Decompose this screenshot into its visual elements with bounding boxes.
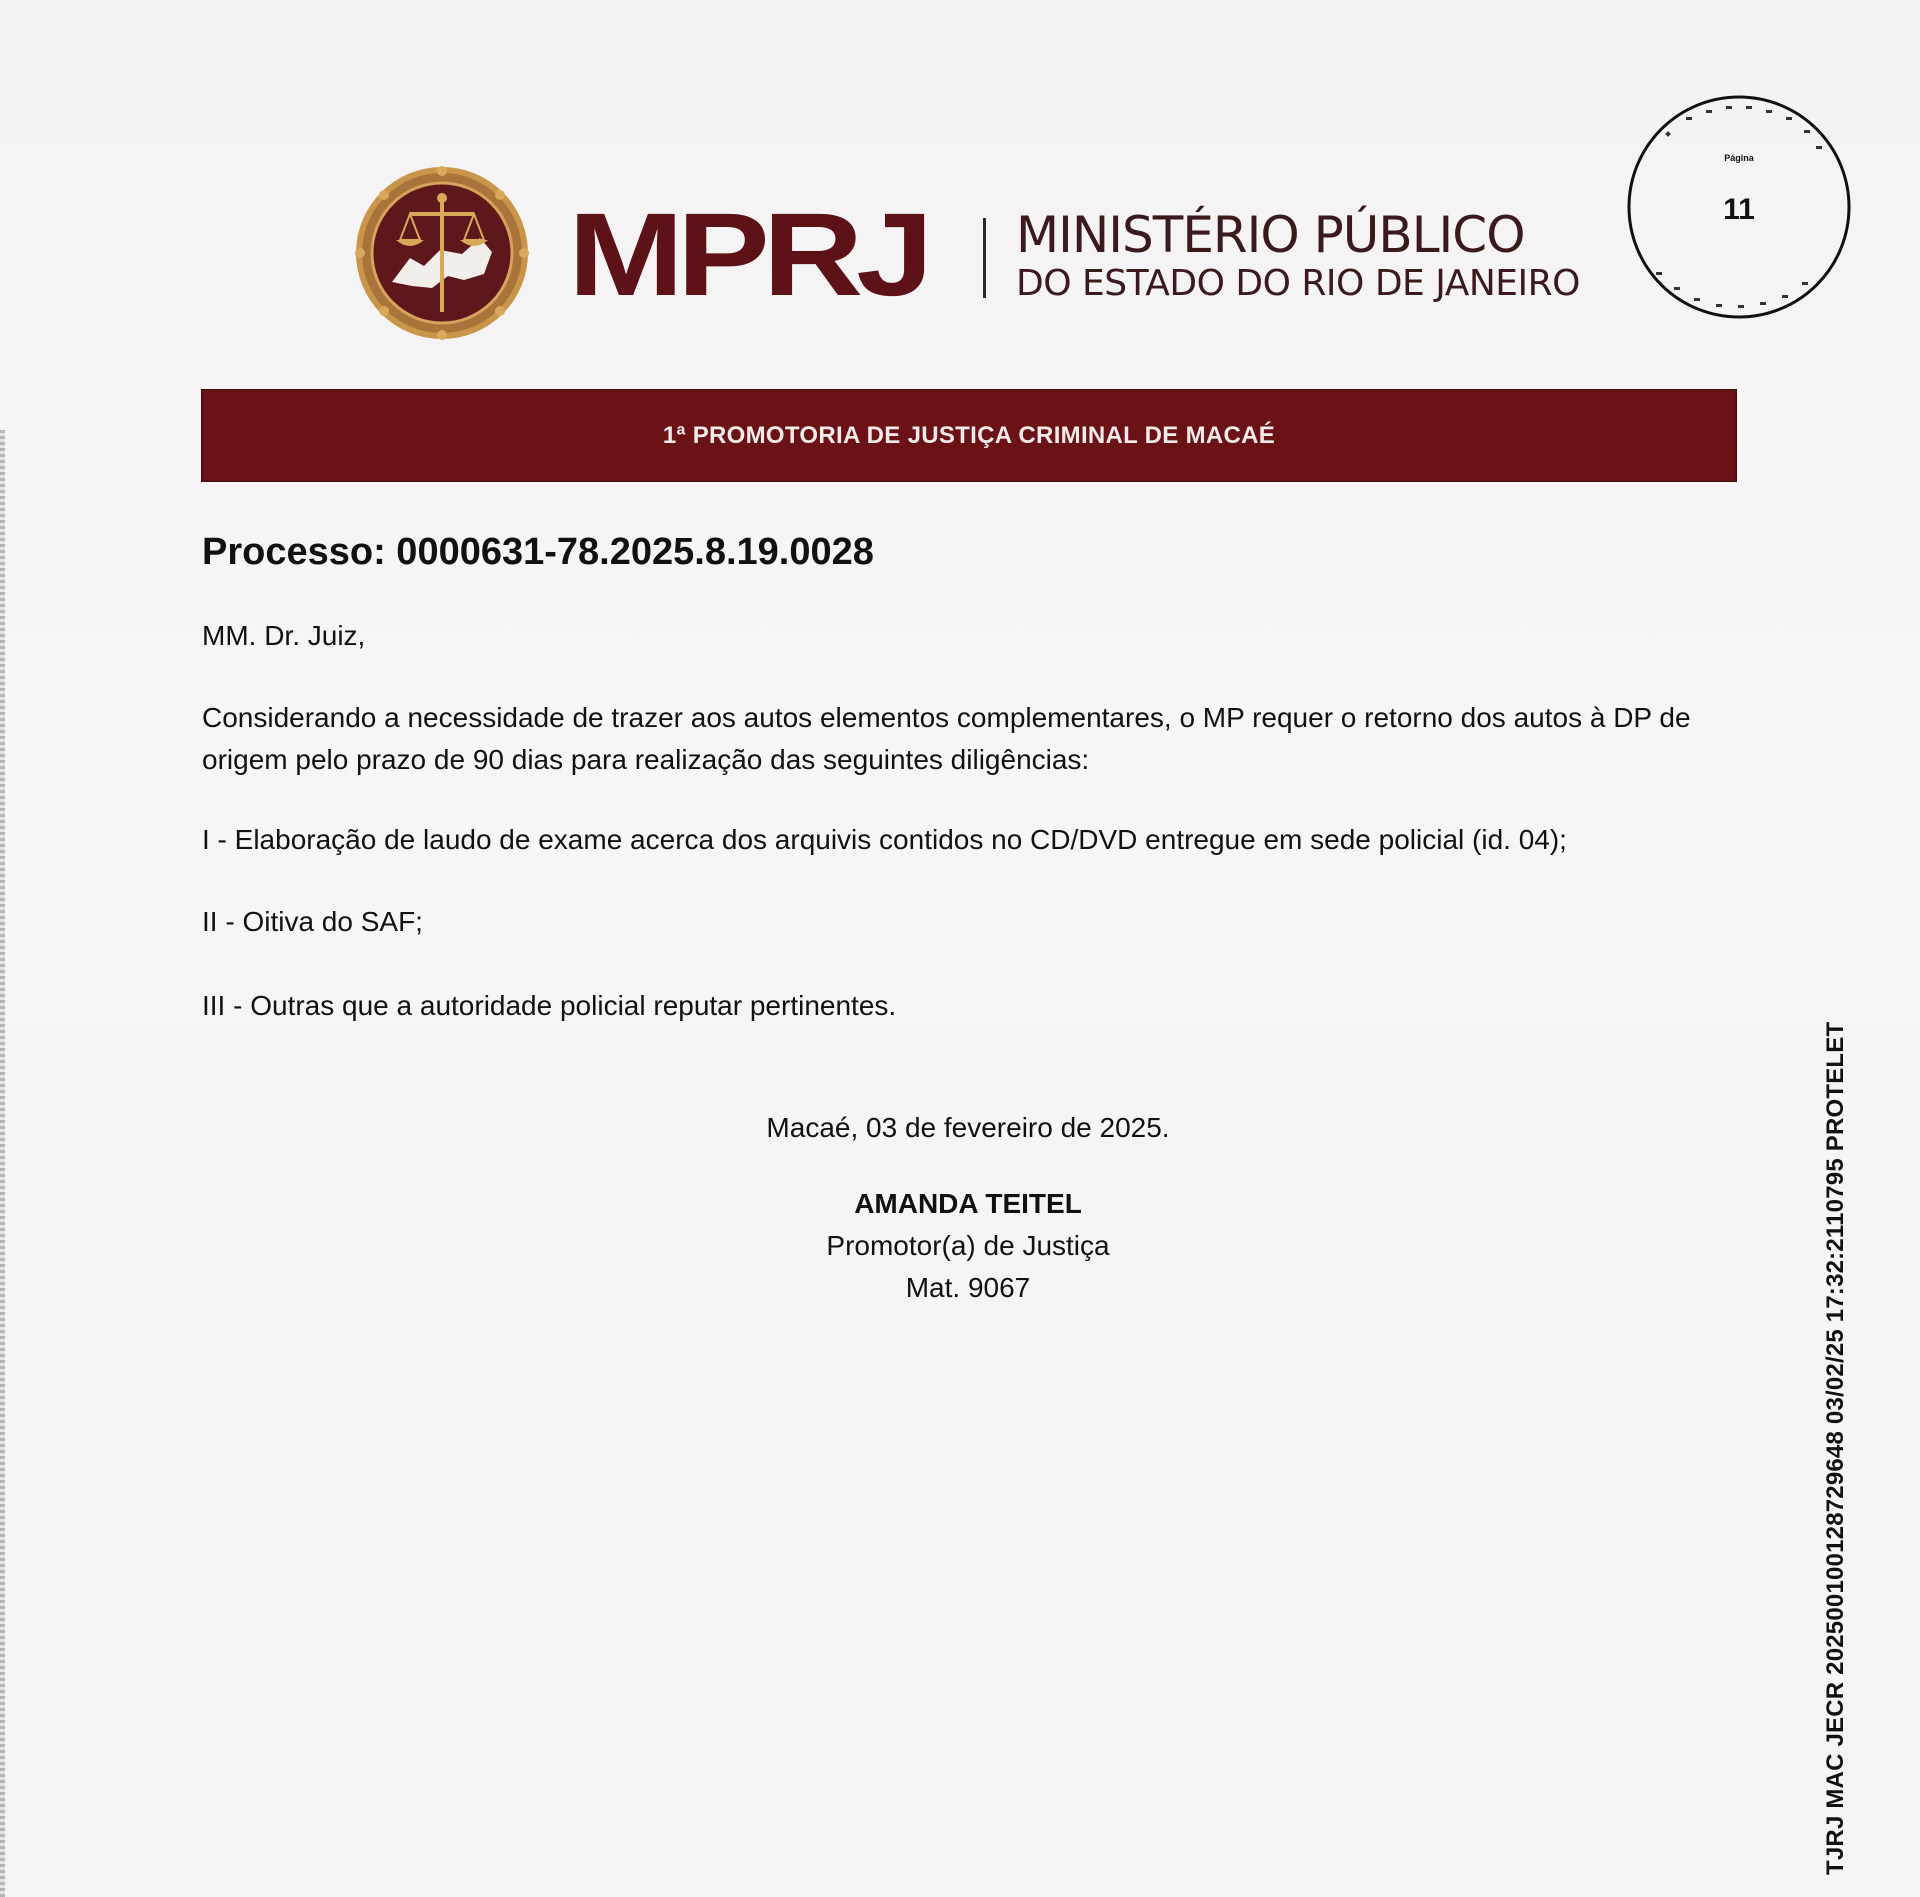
ministry-title: MINISTÉRIO PÚBLICO [1016, 206, 1525, 264]
process-number-heading: Processo: 0000631-78.2025.8.19.0028 [202, 531, 874, 573]
mprj-logo: MPRJ [568, 189, 927, 321]
signer-role: Promotor(a) de Justiça [826, 1230, 1110, 1261]
page-stamp-label: Página [1724, 153, 1754, 163]
logo-divider [983, 218, 986, 298]
signer-registration: Mat. 9067 [905, 1272, 1031, 1303]
list-item: I - Elaboração de laudo de exame acerca dos arquivis contidos no CD/DVD entregue em sede policial (id. 04); [202, 824, 1567, 855]
office-banner-text: 1ª PROMOTORIA DE JUSTIÇA CRIMINAL DE MACAÉ [662, 421, 1276, 449]
list-item: II - Oitiva do SAF; [202, 906, 423, 937]
protocol-stamp: TJRJ MAC JECR 202500100128729648 03/02/25 17:32:2110795 PROTELET [1822, 1021, 1849, 1875]
office-banner [201, 389, 1737, 482]
request-paragraph: Considerando a necessidade de trazer aos autos elementos complementares, o MP requer o retorno dos autos à DP de origem pelo prazo de 90 dias para realização das seguintes diligências: [202, 702, 1691, 775]
signer-name: AMANDA TEITEL [854, 1188, 1082, 1219]
salutation: MM. Dr. Juiz, [202, 620, 366, 651]
list-item: III - Outras que a autoridade policial reputar pertinentes. [202, 990, 897, 1021]
ministry-subtitle: DO ESTADO DO RIO DE JANEIRO [1016, 263, 1580, 304]
place-date: Macaé, 03 de fevereiro de 2025. [766, 1112, 1170, 1143]
scan-edge [0, 430, 5, 1897]
page-stamp-number: 11 [1723, 193, 1755, 226]
mprj-emblem-icon [352, 162, 532, 344]
